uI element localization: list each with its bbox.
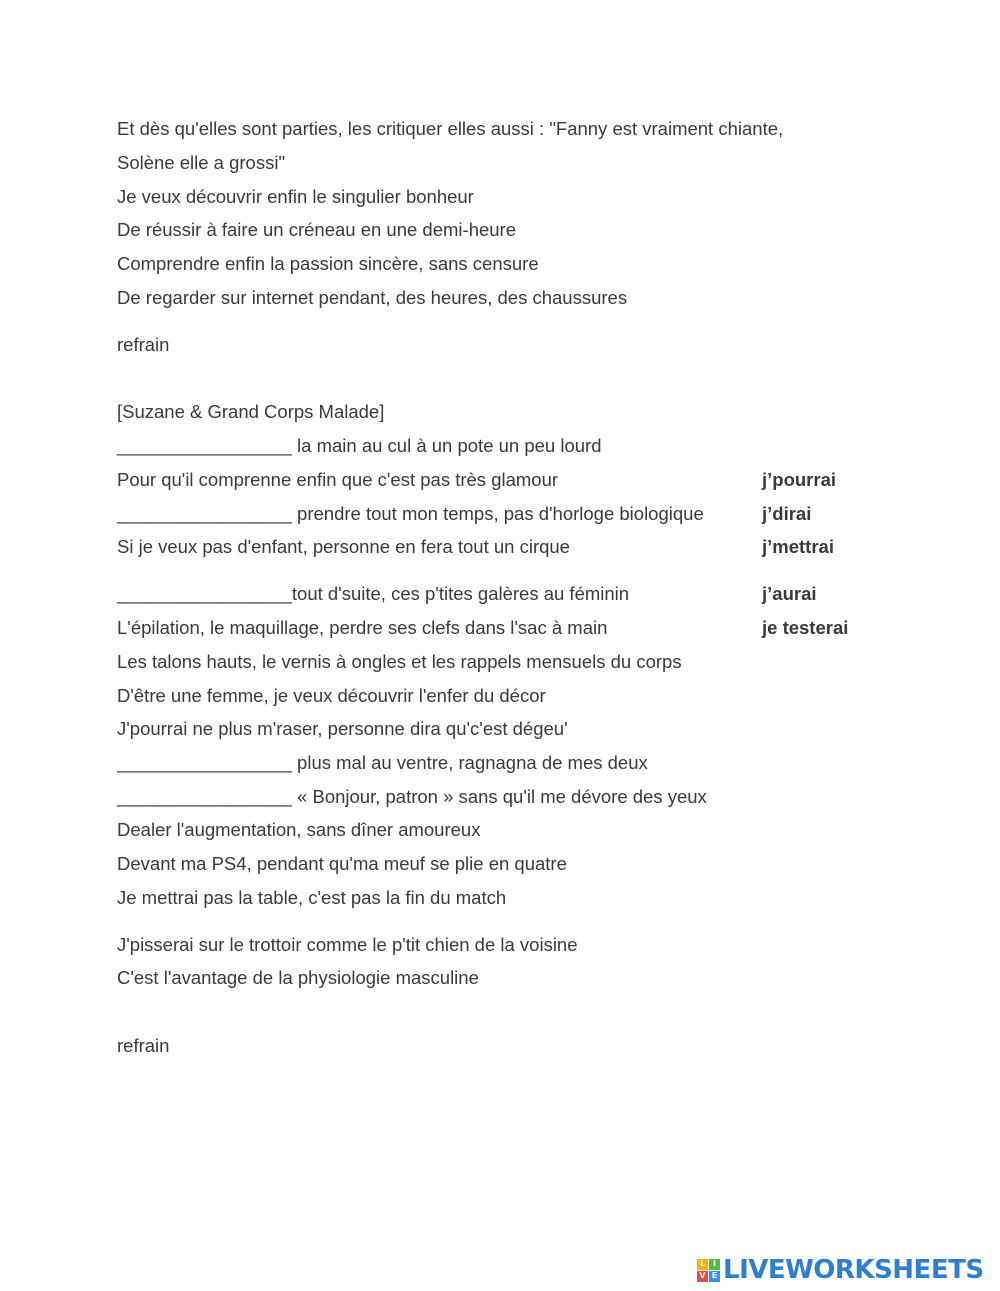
logo-square: E <box>709 1271 720 1282</box>
lyric-line: Je mettrai pas la table, c'est pas la fin du match <box>117 887 507 908</box>
logo-square: V <box>697 1271 708 1282</box>
lyric-line: Pour qu'il comprenne enfin que c'est pas très glamour <box>117 469 559 490</box>
logo-squares-icon <box>697 1259 720 1282</box>
liveworksheets-logo <box>697 1255 984 1285</box>
lyric-line: J'pisserai sur le trottoir comme le p'tit chien de la voisine <box>117 934 578 955</box>
lyric-line: Et dès qu'elles sont parties, les critiquer elles aussi : "Fanny est vraiment chiante, <box>117 118 784 139</box>
lyric-line: C'est l'avantage de la physiologie masculine <box>117 967 479 988</box>
lyric-line: Comprendre enfin la passion sincère, sans censure <box>117 253 539 274</box>
logo-text: LIVEWORKSHEETS <box>723 1255 984 1285</box>
lyric-line: Dealer l'augmentation, sans dîner amoureux <box>117 819 481 840</box>
lyric-line: De réussir à faire un créneau en une demi-heure <box>117 219 517 240</box>
lyric-line: Je veux découvrir enfin le singulier bonheur <box>117 186 474 207</box>
lyric-line: J'pourrai ne plus m'raser, personne dira qu'c'est dégeu' <box>117 718 568 739</box>
lyric-line: Solène elle a grossi" <box>117 152 286 173</box>
logo-square: L <box>697 1259 708 1270</box>
word-bank-item: j’dirai <box>762 503 812 524</box>
lyric-line: L'épilation, le maquillage, perdre ses clefs dans l'sac à main <box>117 617 608 638</box>
word-bank-item: j’pourrai <box>762 469 837 490</box>
lyric-line: De regarder sur internet pendant, des heures, des chaussures <box>117 287 628 308</box>
word-bank-item: j’mettrai <box>762 536 834 557</box>
refrain-marker: refrain <box>117 1035 170 1056</box>
section-heading: [Suzane & Grand Corps Malade] <box>117 401 385 422</box>
word-bank-item: je testerai <box>762 617 849 638</box>
lyric-line: D'être une femme, je veux découvrir l'enfer du décor <box>117 685 546 706</box>
lyric-line: Les talons hauts, le vernis à ongles et les rappels mensuels du corps <box>117 651 682 672</box>
fill-in-line: _________________ prendre tout mon temps, pas d'horloge biologique <box>117 503 704 524</box>
logo-square: I <box>709 1259 720 1270</box>
fill-in-line: _________________ la main au cul à un pote un peu lourd <box>117 435 602 456</box>
word-bank-item: j’aurai <box>762 583 817 604</box>
lyric-line: Devant ma PS4, pendant qu'ma meuf se plie en quatre <box>117 853 567 874</box>
lyric-line: Si je veux pas d'enfant, personne en fera tout un cirque <box>117 536 570 557</box>
refrain-marker: refrain <box>117 334 170 355</box>
fill-in-line: _________________ « Bonjour, patron » sans qu'il me dévore des yeux <box>117 786 707 807</box>
fill-in-line: _________________ plus mal au ventre, ragnagna de mes deux <box>117 752 648 773</box>
fill-in-line: _________________tout d'suite, ces p'tites galères au féminin <box>117 583 630 604</box>
